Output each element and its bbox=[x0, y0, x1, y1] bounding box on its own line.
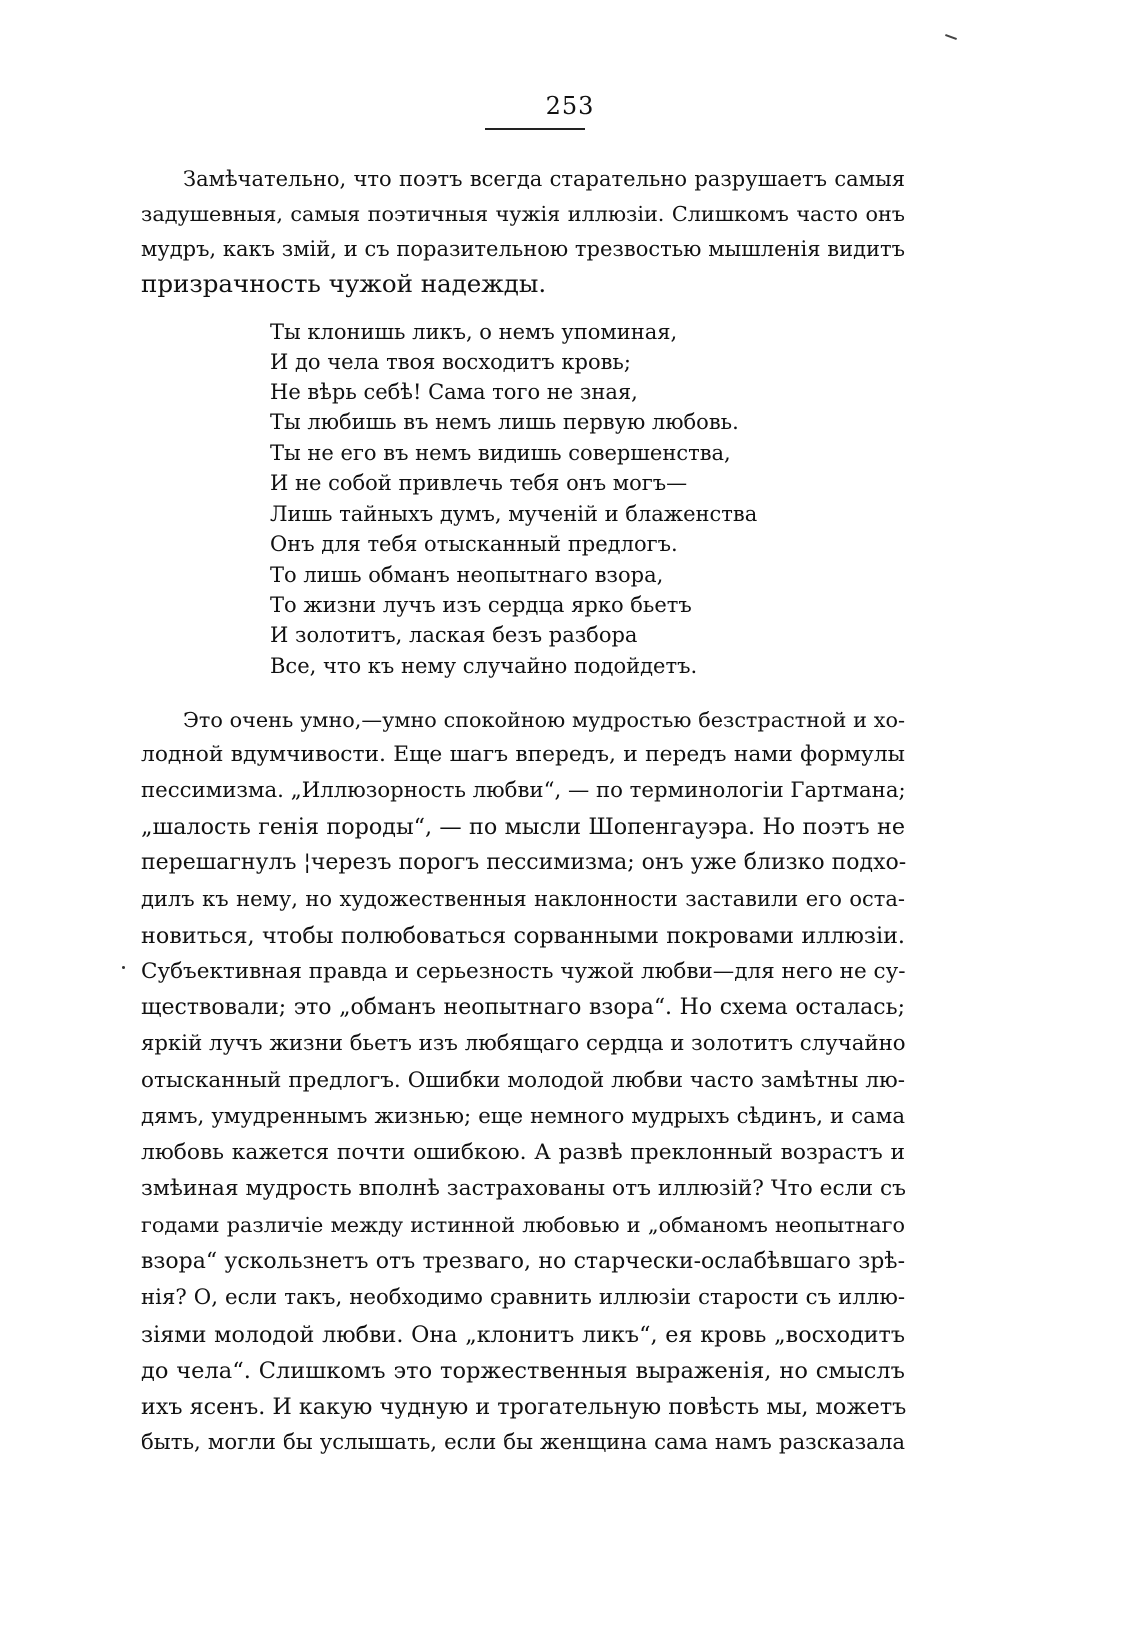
text-line: пессимизма. „Иллюзорность любви“, — по терминологіи Гартмана; bbox=[141, 778, 906, 803]
text-line: дилъ къ нему, но художественныя наклонности заставили его оста- bbox=[141, 887, 905, 911]
verse-line: Лишь тайныхъ думъ, мученій и блаженства bbox=[270, 502, 758, 526]
text-line: быть, могли бы услышать, если бы женщина сама намъ разсказала bbox=[141, 1430, 905, 1455]
text-line: Это очень умно,—умно спокойною мудростью безстрастной и хо- bbox=[183, 708, 905, 732]
verse-line: Ты не его въ немъ видишь совершенства, bbox=[270, 441, 731, 465]
text-line: мудръ, какъ змій, и съ поразительною трезвостью мышленія видитъ bbox=[141, 237, 905, 261]
verse-line: И не собой привлечь тебя онъ могъ— bbox=[270, 471, 688, 495]
verse-line: И золотитъ, лаская безъ разбора bbox=[270, 623, 638, 647]
text-line: годами различіе между истинной любовью и „обманомъ неопытнаго bbox=[141, 1213, 905, 1237]
verse-line: И до чела твоя восходитъ кровь; bbox=[270, 350, 631, 374]
text-line: дямъ, умудреннымъ жизнью; еще немного мудрыхъ сѣдинъ, и сама bbox=[141, 1104, 905, 1129]
text-line: лодной вдумчивости. Еще шагъ впередъ, и передъ нами формулы bbox=[141, 742, 905, 767]
verse-line: Все, что къ нему случайно подойдетъ. bbox=[270, 654, 698, 678]
text-line: новиться, чтобы полюбоваться сорванными покровами иллюзіи. bbox=[141, 923, 905, 949]
text-line: взора“ ускользнетъ отъ трезваго, но старчески-ослабѣвшаго зрѣ- bbox=[141, 1249, 905, 1274]
text-line: отысканный предлогъ. Ошибки молодой любви часто замѣтны лю- bbox=[141, 1068, 905, 1093]
text-line: ществовали; это „обманъ неопытнаго взора“. Но схема осталась; bbox=[141, 995, 905, 1020]
text-line: ихъ ясенъ. И какую чудную и трогательную повѣсть мы, можетъ bbox=[141, 1394, 907, 1420]
text-line: яркій лучъ жизни бьетъ изъ любящаго сердца и золотитъ случайно bbox=[141, 1031, 906, 1056]
text-line: нія? О, если такъ, необходимо сравнить иллюзіи старости съ иллю- bbox=[141, 1285, 905, 1310]
verse-line: Не вѣрь себѣ! Сама того не зная, bbox=[270, 380, 638, 404]
text-line: перешагнулъ ¦черезъ порогъ пессимизма; онъ уже близко подхо- bbox=[141, 850, 907, 875]
text-line: Замѣчательно, что поэтъ всегда старательно разрушаетъ самыя bbox=[183, 167, 905, 191]
text-line: задушевныя, самыя поэтичныя чужія иллюзіи. Слишкомъ часто онъ bbox=[141, 202, 905, 226]
verse-line: Ты любишь въ немъ лишь первую любовь. bbox=[270, 410, 739, 434]
text-line: призрачность чужой надежды. bbox=[141, 269, 547, 298]
text-line: зіями молодой любви. Она „клонитъ ликъ“, ея кровь „восходитъ bbox=[141, 1322, 905, 1348]
page-number: 253 bbox=[545, 92, 595, 120]
scan-mark bbox=[945, 34, 957, 40]
text-line: „шалость генія породы“, — по мысли Шопенгауэра. Но поэтъ не bbox=[141, 814, 905, 840]
verse-line: То жизни лучъ изъ сердца ярко бьетъ bbox=[270, 593, 692, 617]
verse-line: Онъ для тебя отысканный предлогъ. bbox=[270, 532, 678, 556]
verse-line: Ты клонишь ликъ, о немъ упоминая, bbox=[270, 320, 678, 344]
text-line: Субъективная правда и серьезность чужой любви—для него не су- bbox=[141, 959, 906, 984]
scan-speck bbox=[122, 966, 125, 969]
page-number-rule bbox=[485, 128, 585, 130]
text-line: любовь кажется почти ошибкою. А развѣ преклонный возрастъ и bbox=[141, 1140, 905, 1165]
text-line: до чела“. Слишкомъ это торжественныя выраженія, но смыслъ bbox=[141, 1358, 905, 1384]
verse-line: То лишь обманъ неопытнаго взора, bbox=[270, 563, 664, 587]
text-line: змѣиная мудрость вполнѣ застрахованы отъ иллюзій? Что если съ bbox=[141, 1176, 906, 1201]
